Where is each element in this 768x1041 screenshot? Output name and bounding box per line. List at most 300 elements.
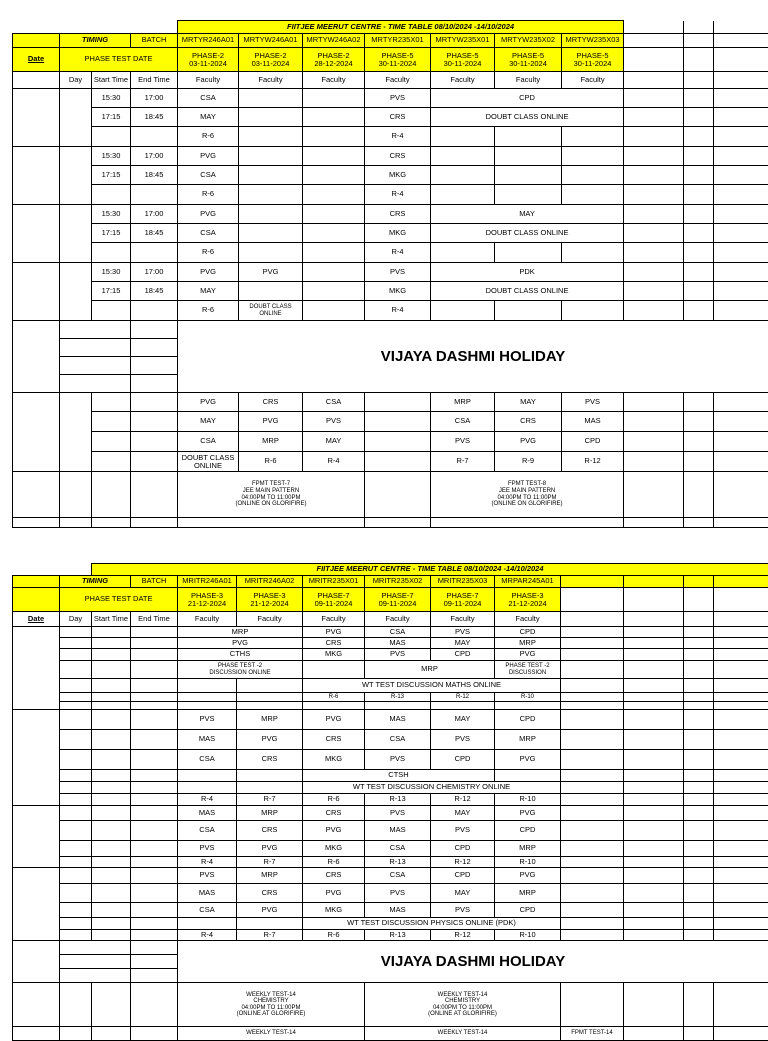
empty-cell: [495, 588, 561, 612]
table-title: FIITJEE MEERUT CENTRE - TIME TABLE 08/10/2024 -14/10/2024: [178, 21, 624, 34]
test-info: WEEKLY TEST-14 CHEMISTRY 04:00PM TO 11:00PM (ONLINE AT GLORIFIRE): [178, 983, 365, 1027]
phase-date: 09-11-2024: [303, 600, 364, 608]
empty-cell: [624, 588, 684, 612]
start-time: 17:15: [92, 108, 131, 127]
empty-cell: [131, 983, 178, 1027]
empty-cell: [714, 166, 768, 185]
empty-cell: [92, 750, 131, 770]
empty-cell: [60, 472, 92, 518]
holiday-banner: VIJAYA DASHMI HOLIDAY: [178, 941, 768, 983]
faculty-cell: MAY: [178, 108, 239, 127]
faculty-cell: PVG: [303, 821, 365, 841]
empty-cell: [684, 412, 714, 432]
faculty-cell: CSA: [178, 903, 237, 918]
empty-cell: [60, 679, 92, 693]
empty-cell: [131, 918, 178, 930]
empty-cell: [624, 147, 684, 166]
empty-cell: [92, 393, 131, 412]
empty-cell: [131, 750, 178, 770]
empty-cell: [684, 612, 714, 627]
empty-cell: [714, 903, 768, 918]
room-cell: R-4: [365, 243, 431, 263]
faculty-cell: CSA: [178, 432, 239, 452]
empty-cell: [92, 693, 131, 702]
test-info: WEEKLY TEST-14: [178, 1027, 365, 1041]
empty-cell: [131, 357, 178, 375]
empty-cell: [684, 983, 714, 1027]
faculty-cell: DOUBT CLASS ONLINE: [239, 301, 303, 321]
faculty-cell: MAS: [562, 412, 624, 432]
empty-cell: [495, 243, 562, 263]
empty-cell: [131, 930, 178, 941]
empty-cell: [684, 185, 714, 205]
empty-cell: [131, 243, 178, 263]
empty-cell: [431, 147, 495, 166]
empty-cell: [624, 782, 684, 794]
room-cell: R-6: [303, 857, 365, 868]
end-time: 17:00: [131, 263, 178, 282]
faculty-cell: MKG: [365, 224, 431, 243]
faculty-cell: MAS: [365, 710, 431, 730]
room-cell: R-13: [365, 930, 431, 941]
empty-cell: [684, 770, 714, 782]
empty-cell: [178, 782, 237, 794]
phase-name: PHASE-2: [303, 52, 364, 60]
empty-cell: [13, 518, 60, 528]
faculty-cell: CRS: [303, 868, 365, 884]
faculty-cell: PVG: [237, 730, 303, 750]
empty-cell: [303, 147, 365, 166]
empty-cell: [60, 983, 92, 1027]
empty-cell: [92, 518, 131, 528]
empty-cell: [13, 89, 60, 147]
faculty-cell: PVG: [303, 710, 365, 730]
empty-cell: [624, 472, 684, 518]
empty-cell: [431, 166, 495, 185]
empty-cell: [431, 301, 495, 321]
empty-cell: [303, 205, 365, 224]
phase-name: PHASE-5: [495, 52, 561, 60]
empty-cell: [624, 185, 684, 205]
empty-cell: [561, 576, 624, 588]
empty-cell: [714, 794, 768, 806]
faculty-cell: CRS: [303, 806, 365, 821]
empty-cell: [624, 432, 684, 452]
room-cell: R-4: [365, 301, 431, 321]
empty-cell: [92, 243, 131, 263]
phase-date: 03-11-2024: [178, 60, 238, 68]
start-time: 15:30: [92, 263, 131, 282]
phase-date: 21-12-2024: [178, 600, 236, 608]
empty-cell: [561, 679, 624, 693]
empty-cell: [624, 857, 684, 868]
empty-cell: [684, 301, 714, 321]
empty-cell: [365, 518, 431, 528]
empty-cell: [237, 782, 303, 794]
phase-date: 09-11-2024: [365, 600, 430, 608]
empty-cell: [131, 518, 178, 528]
empty-cell: [60, 955, 131, 969]
end-time: 17:00: [131, 205, 178, 224]
faculty-cell: MAS: [178, 884, 237, 903]
faculty-cell: MRP: [495, 638, 561, 649]
empty-cell: [684, 224, 714, 243]
empty-cell: [624, 205, 684, 224]
room-cell: R-7: [237, 857, 303, 868]
empty-cell: [178, 702, 237, 710]
faculty-cell: CPD: [495, 710, 561, 730]
empty-cell: [684, 782, 714, 794]
empty-cell: [561, 638, 624, 649]
empty-cell: [237, 693, 303, 702]
empty-cell: [365, 702, 431, 710]
col-faculty: Faculty: [495, 72, 562, 89]
empty-cell: [624, 730, 684, 750]
empty-cell: [714, 821, 768, 841]
col-faculty: Faculty: [237, 612, 303, 627]
empty-cell: [131, 412, 178, 432]
empty-cell: [714, 472, 768, 518]
room-cell: R-4: [178, 794, 237, 806]
empty-cell: [624, 750, 684, 770]
room-cell: R-6: [303, 693, 365, 702]
empty-cell: [714, 576, 768, 588]
empty-cell: [684, 243, 714, 263]
empty-cell: [60, 868, 92, 884]
start-time: 17:15: [92, 166, 131, 185]
empty-cell: [365, 452, 431, 472]
faculty-cell: PVG: [495, 806, 561, 821]
faculty-cell: PDK: [431, 263, 624, 282]
faculty-cell: CPD: [562, 432, 624, 452]
faculty-cell: DOUBT CLASS ONLINE: [431, 108, 624, 127]
faculty-cell: PVG: [178, 638, 303, 649]
col-day: Day: [60, 72, 92, 89]
empty-cell: [178, 588, 237, 612]
empty-cell: [303, 224, 365, 243]
empty-cell: [131, 679, 178, 693]
faculty-cell: CPD: [431, 649, 495, 661]
faculty-cell: MRP: [365, 661, 495, 679]
room-cell: R-6: [303, 794, 365, 806]
empty-cell: [684, 147, 714, 166]
empty-cell: [131, 301, 178, 321]
empty-cell: [92, 841, 131, 857]
empty-cell: [60, 770, 92, 782]
empty-cell: [714, 930, 768, 941]
empty-cell: [431, 243, 495, 263]
test-info: FPMT TEST-7 JEE MAIN PATTERN 04:00PM TO 11:00PM (ONLINE ON GLORIFIRE): [178, 472, 365, 518]
empty-cell: [239, 205, 303, 224]
empty-cell: [131, 693, 178, 702]
faculty-cell: CPD: [431, 868, 495, 884]
empty-cell: [92, 710, 131, 730]
empty-cell: [714, 301, 768, 321]
faculty-cell: PVS: [365, 884, 431, 903]
batch-code: MRITR246A01: [178, 576, 237, 588]
empty-cell: [714, 868, 768, 884]
empty-cell: [13, 147, 60, 205]
batch-code: MRTYW246A01: [239, 34, 303, 48]
empty-cell: [131, 452, 178, 472]
empty-cell: [239, 48, 303, 72]
faculty-cell: CPD: [495, 627, 561, 638]
faculty-cell: PVS: [365, 750, 431, 770]
empty-cell: [714, 693, 768, 702]
faculty-cell: PVS: [365, 263, 431, 282]
empty-cell: [92, 770, 131, 782]
empty-cell: [131, 969, 178, 983]
empty-cell: [303, 263, 365, 282]
empty-cell: [431, 702, 495, 710]
empty-cell: [131, 339, 178, 357]
test-info: FPMT TEST-8 JEE MAIN PATTERN 04:00PM TO 11:00PM (ONLINE ON GLORIFIRE): [431, 472, 624, 518]
empty-cell: [495, 770, 561, 782]
empty-cell: [303, 661, 365, 679]
empty-cell: [92, 472, 131, 518]
empty-cell: [714, 612, 768, 627]
empty-cell: [714, 983, 768, 1027]
empty-cell: [13, 710, 60, 806]
empty-cell: [60, 89, 92, 147]
faculty-cell: DOUBT CLASS ONLINE: [431, 282, 624, 301]
faculty-cell: DOUBT CLASS ONLINE: [431, 224, 624, 243]
empty-cell: [684, 679, 714, 693]
faculty-cell: CRS: [365, 108, 431, 127]
col-faculty: Faculty: [431, 72, 495, 89]
empty-cell: [60, 969, 131, 983]
empty-cell: [624, 1027, 684, 1041]
empty-cell: [561, 782, 624, 794]
phase-name: PHASE-3: [178, 592, 236, 600]
empty-cell: [365, 48, 431, 72]
empty-cell: [624, 627, 684, 638]
empty-cell: [495, 185, 562, 205]
room-cell: R-12: [431, 930, 495, 941]
empty-cell: [624, 806, 684, 821]
empty-cell: [624, 282, 684, 301]
faculty-cell: PVG: [495, 750, 561, 770]
room-cell: R-6: [178, 127, 239, 147]
empty-cell: [714, 588, 768, 612]
empty-cell: [60, 205, 92, 263]
empty-cell: [131, 782, 178, 794]
blank-cell: [714, 21, 768, 34]
empty-cell: [624, 649, 684, 661]
empty-cell: [131, 472, 178, 518]
room-cell: R-7: [431, 452, 495, 472]
empty-cell: [562, 243, 624, 263]
empty-cell: [714, 1027, 768, 1041]
faculty-cell: MKG: [303, 649, 365, 661]
empty-cell: [624, 412, 684, 432]
empty-cell: [624, 452, 684, 472]
phase-date: 30-11-2024: [562, 60, 623, 68]
faculty-cell: PVG: [178, 205, 239, 224]
end-time: 18:45: [131, 224, 178, 243]
empty-cell: [714, 205, 768, 224]
phase-date: 03-11-2024: [239, 60, 302, 68]
empty-cell: [60, 821, 92, 841]
empty-cell: [239, 185, 303, 205]
faculty-cell: MRP: [237, 806, 303, 821]
empty-cell: [237, 679, 303, 693]
empty-cell: [92, 730, 131, 750]
faculty-cell: CSA: [178, 89, 239, 108]
blank-cell: [13, 564, 92, 576]
empty-cell: [60, 263, 92, 321]
blank-cell: [13, 21, 178, 34]
empty-cell: [178, 770, 237, 782]
room-cell: R-12: [431, 857, 495, 868]
empty-cell: [714, 72, 768, 89]
empty-cell: [561, 930, 624, 941]
phase-date: 30-11-2024: [431, 60, 494, 68]
empty-cell: [714, 224, 768, 243]
faculty-cell: PVS: [365, 89, 431, 108]
faculty-cell: CPD: [431, 89, 624, 108]
empty-cell: [60, 750, 92, 770]
empty-cell: [561, 693, 624, 702]
empty-cell: [684, 452, 714, 472]
empty-cell: [714, 34, 768, 48]
faculty-cell: MKG: [303, 903, 365, 918]
batch-header: BATCH: [131, 34, 178, 48]
empty-cell: [131, 903, 178, 918]
batch-code: MRITR235X03: [431, 576, 495, 588]
empty-cell: [239, 166, 303, 185]
empty-cell: [92, 127, 131, 147]
faculty-cell: MAS: [365, 903, 431, 918]
empty-cell: [495, 48, 562, 72]
room-cell: R-7: [237, 794, 303, 806]
room-cell: R-4: [365, 185, 431, 205]
empty-cell: [714, 243, 768, 263]
empty-cell: [714, 638, 768, 649]
batch-code: MRTYW235X01: [431, 34, 495, 48]
faculty-cell: MKG: [303, 750, 365, 770]
empty-cell: [60, 702, 92, 710]
empty-cell: [13, 806, 60, 868]
empty-cell: [365, 588, 431, 612]
empty-cell: [684, 918, 714, 930]
phase-date: 21-12-2024: [237, 600, 302, 608]
faculty-cell: MKG: [365, 166, 431, 185]
batch-code: MRTYR235X01: [365, 34, 431, 48]
empty-cell: [624, 661, 684, 679]
empty-cell: [13, 868, 60, 941]
empty-cell: [239, 108, 303, 127]
empty-cell: [303, 127, 365, 147]
phase-test-date-header: PHASE TEST DATE: [60, 48, 178, 72]
empty-cell: [624, 930, 684, 941]
faculty-cell: PVS: [178, 710, 237, 730]
empty-cell: [714, 452, 768, 472]
phase-name: PHASE-3: [237, 592, 302, 600]
empty-cell: [178, 693, 237, 702]
empty-cell: [131, 393, 178, 412]
empty-cell: [562, 301, 624, 321]
empty-cell: [714, 806, 768, 821]
empty-cell: [684, 89, 714, 108]
phase-date: 21-12-2024: [495, 600, 560, 608]
empty-cell: [92, 794, 131, 806]
empty-cell: [561, 884, 624, 903]
test-discussion: PHASE TEST -2 DISCUSSION ONLINE: [178, 661, 303, 679]
table-title: FIITJEE MEERUT CENTRE - TIME TABLE 08/10/2024 -14/10/2024: [92, 564, 768, 576]
faculty-cell: PVS: [303, 412, 365, 432]
empty-cell: [684, 821, 714, 841]
empty-cell: [684, 472, 714, 518]
empty-cell: [239, 282, 303, 301]
empty-cell: [684, 702, 714, 710]
phase-name: PHASE-5: [562, 52, 623, 60]
empty-cell: [239, 224, 303, 243]
empty-cell: [92, 884, 131, 903]
empty-cell: [624, 884, 684, 903]
room-cell: R-4: [303, 452, 365, 472]
faculty-cell: DOUBT CLASS ONLINE: [178, 452, 239, 472]
empty-cell: [714, 841, 768, 857]
faculty-cell: PVG: [239, 412, 303, 432]
empty-cell: [431, 588, 495, 612]
faculty-cell: PVS: [178, 868, 237, 884]
empty-cell: [13, 34, 60, 48]
empty-cell: [561, 770, 624, 782]
empty-cell: [60, 638, 92, 649]
empty-cell: [684, 884, 714, 903]
empty-cell: [684, 730, 714, 750]
date-header: Date: [13, 612, 60, 627]
faculty-cell: CSA: [365, 730, 431, 750]
empty-cell: [714, 782, 768, 794]
empty-cell: [431, 48, 495, 72]
empty-cell: [561, 627, 624, 638]
empty-cell: [624, 108, 684, 127]
empty-cell: [684, 1027, 714, 1041]
faculty-cell: MKG: [365, 282, 431, 301]
phase-date: 28-12-2024: [303, 60, 364, 68]
empty-cell: [92, 702, 131, 710]
faculty-cell: PVG: [178, 263, 239, 282]
end-time: 17:00: [131, 89, 178, 108]
faculty-cell: CSA: [365, 868, 431, 884]
empty-cell: [684, 588, 714, 612]
empty-cell: [495, 147, 562, 166]
faculty-cell: CPD: [495, 821, 561, 841]
empty-cell: [131, 821, 178, 841]
faculty-cell: CRS: [239, 393, 303, 412]
empty-cell: [60, 147, 92, 205]
empty-cell: [624, 710, 684, 730]
empty-cell: [684, 661, 714, 679]
phase-name: PHASE-5: [365, 52, 430, 60]
test-info: WEEKLY TEST-14 CHEMISTRY 04:00PM TO 11:00PM (ONLINE AT GLORIFIRE): [365, 983, 561, 1027]
faculty-cell: MAY: [495, 393, 562, 412]
empty-cell: [684, 518, 714, 528]
empty-cell: [131, 806, 178, 821]
timing-header: TIMING: [60, 34, 131, 48]
empty-cell: [624, 127, 684, 147]
room-cell: R-6: [178, 301, 239, 321]
empty-cell: [561, 588, 624, 612]
empty-cell: [365, 412, 431, 432]
faculty-cell: PVS: [431, 627, 495, 638]
empty-cell: [495, 702, 561, 710]
empty-cell: [684, 166, 714, 185]
empty-cell: [60, 794, 92, 806]
faculty-cell: PVS: [365, 806, 431, 821]
